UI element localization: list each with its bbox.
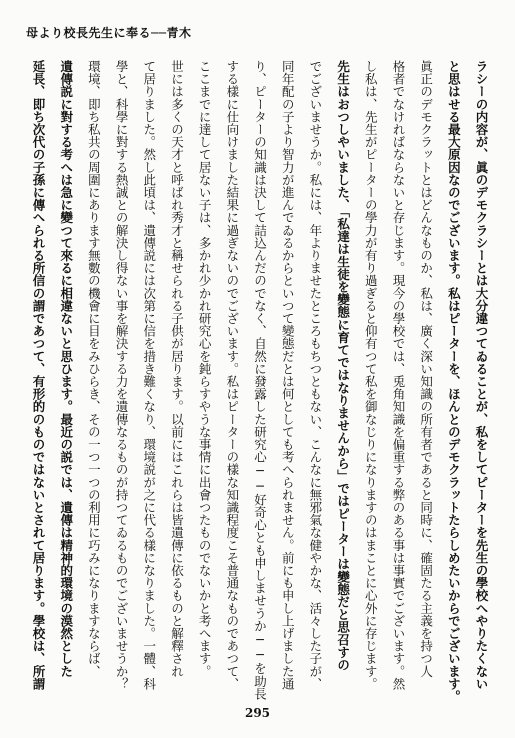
text-column-8: 同年配の子より智力が進んでゐるからといつて變態だとは何としても考へられません。前にも申し上げました通 <box>280 60 296 690</box>
text-column-15: 環境、即ち私共の周圍にあります無數の機會に目をみひらき、その一つ一つの利用に巧みになりますならば、 <box>86 60 102 678</box>
body-text <box>30 60 489 703</box>
text-column-17: 延長、即ち次代の子孫に傳へられる所信の謂であつて、有形的のものではないとされて居ります。學校は、所謂 <box>31 60 46 690</box>
text-column-9: り、ピーターの知識は決して詰込んだのでなく、自然に發露した研究心──好奇心とも申しませうか──を助長 <box>252 60 268 700</box>
page-number: 295 <box>244 706 271 720</box>
text-column-2: と思はせる最大原因なのでございます。私はピーターを、ほんとのデモクラットたらしめたいからでございます。 <box>446 60 462 703</box>
text-column-12: 世には多くの天才と呼ばれ秀才と稱せられる子供が居ります。以前にはこれらは皆遺傳に依るものと解釋され <box>169 60 185 678</box>
text-column-1: ラシーの内容が、眞のデモクラシーとは大分違つてゐることが、私をしてピーターを先生の學校へやりたくない <box>474 60 489 690</box>
text-column-5: し私は、先生がピーターの學力が有り過ぎると仰有つて私を御なじりになりますのはまことに心外に存じます。 <box>363 60 379 690</box>
text-column-6: 先生はおつしやいました、「私達は生徒を變態に育てではなりませんから」ではピーターは變態だと思召すの <box>335 60 351 672</box>
text-column-11: ここまでに達して居ない子は、多かれ少かれ研究心を鈍らすやうな事情に出會つたものでないかと考へます。 <box>197 60 213 678</box>
text-column-7: でございませうか。私には、年よりませたところもちつともない、こんなに無邪氣な健やかな、活々した子が、 <box>307 60 323 690</box>
text-column-13: て居りました。然し此頃は、遺傳説には次第に信を措き難くなり、環境説が之に代る樣になりました。一體、科 <box>141 60 157 690</box>
text-column-4: 格者でなければならないと存じます。現今の學校では、兎角知識を偏重する弊のある事は事實でございます。然 <box>390 60 406 690</box>
text-column-14: 學と、科學に對する熱誠との解決し得ない事を解決する力を遺傳なるものが持つてゐるものでございませうか？ <box>114 60 130 690</box>
running-header: 母より校長先生に奉る──青木 <box>26 26 192 40</box>
text-column-16: 遺傳説に對する考へは急に變つて來るに相違ないと思ひます。最近の説では、遺傳は精神的環境の漠然とした <box>58 60 74 678</box>
text-column-10: する樣に仕向けました結果に過ぎないのでございます。私はピーターの樣な知識程度こそ普通なものであつて、 <box>224 60 240 690</box>
text-column-3: 眞正のデモクラットとはどんなものか、私は、廣く深い知識の所有者であると同時に、確固たる主義を持つ人 <box>418 60 434 678</box>
